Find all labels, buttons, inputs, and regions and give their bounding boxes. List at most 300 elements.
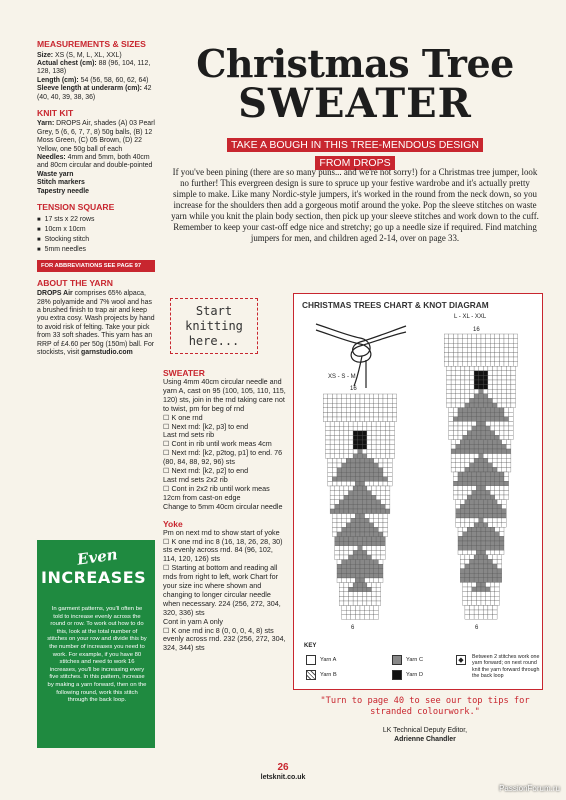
chart-cell	[458, 490, 463, 495]
chart-cell	[504, 472, 509, 477]
chart-cell	[465, 513, 470, 518]
chart-cell	[463, 472, 468, 477]
chart-cell	[381, 486, 386, 491]
chart-cell	[513, 348, 518, 353]
chart-cell	[335, 541, 340, 546]
chart-cell	[488, 444, 493, 449]
chart-cell	[374, 477, 379, 482]
chart-cell	[453, 477, 458, 482]
chart-cell	[474, 440, 479, 445]
chart-cell	[486, 339, 491, 344]
chart-cell	[453, 343, 458, 348]
chart-cell	[493, 555, 498, 560]
chart-cell	[365, 463, 370, 468]
chart-cell	[458, 352, 463, 357]
chart-cell	[378, 417, 383, 422]
chart-cell	[362, 440, 367, 445]
chart-cell	[353, 445, 358, 450]
chart-cell	[511, 371, 516, 376]
chart-cell	[488, 371, 493, 376]
chart-cell	[488, 385, 493, 390]
chart-cell	[385, 500, 390, 505]
chart-cell	[499, 426, 504, 431]
chart-cell	[337, 527, 342, 532]
chart-cell	[463, 546, 468, 551]
chart-cell	[351, 417, 356, 422]
sleeve-value: 42 (40, 40, 39, 38, 36)	[37, 85, 152, 101]
chart-cell	[374, 527, 379, 532]
chart-cell	[479, 371, 484, 376]
chart-cell	[488, 389, 493, 394]
chart-cell	[339, 596, 344, 601]
chart-cell	[474, 518, 479, 523]
chart-cell	[342, 399, 347, 404]
chart-cell	[362, 500, 367, 505]
chart-cell	[383, 481, 388, 486]
sweater-p1: Using 4mm 40cm circular needle and yarn A, cast on 95 (100, 105, 110, 115, 120) sts, join in the rnd taking care not to twist, pm for beg of rnd	[163, 377, 286, 413]
chart-cell	[367, 583, 372, 588]
chart-cell	[332, 408, 337, 413]
chart-cell	[463, 435, 468, 440]
chart-cell	[332, 463, 337, 468]
chart-cell	[511, 398, 516, 403]
chart-cell	[339, 500, 344, 505]
chart-cell	[458, 495, 463, 500]
chart-cell	[486, 431, 491, 436]
chart-cell	[460, 573, 465, 578]
step-note: Last rnd sets rib	[163, 430, 215, 440]
chart-cell	[385, 454, 390, 459]
chart-cell	[351, 394, 356, 399]
chart-cell	[509, 362, 514, 367]
chart-cell	[476, 435, 481, 440]
chart-cell	[458, 343, 463, 348]
chart-cell	[479, 398, 484, 403]
chart-cell	[328, 463, 333, 468]
chart-cell	[323, 417, 328, 422]
chart-cell	[355, 569, 360, 574]
chart-cell	[367, 592, 372, 597]
chart-cell	[385, 422, 390, 427]
chart-cell	[451, 385, 456, 390]
chart-cell	[483, 385, 488, 390]
chart-cell	[486, 408, 491, 413]
chart-cell	[344, 495, 349, 500]
chart-cell	[447, 371, 452, 376]
chart-cell	[376, 491, 381, 496]
chart-cell	[499, 536, 504, 541]
chart-cell	[337, 472, 342, 477]
chart-cell	[509, 352, 514, 357]
chart-cell	[472, 352, 477, 357]
chart-cell	[369, 458, 374, 463]
chart-cell	[360, 412, 365, 417]
chart-cell	[493, 440, 498, 445]
chart-cell	[483, 518, 488, 523]
chart-cell	[479, 610, 484, 615]
chart-cell	[342, 527, 347, 532]
chart-cell	[339, 422, 344, 427]
chart-cell	[479, 605, 484, 610]
chart-cell	[483, 504, 488, 509]
chart-cell	[328, 458, 333, 463]
chart-cell	[449, 357, 454, 362]
chart-cell	[495, 550, 500, 555]
chart-cell	[346, 472, 351, 477]
chart-cell	[383, 408, 388, 413]
chart-cell	[383, 514, 388, 519]
chart-cell	[376, 449, 381, 454]
chart-cell	[326, 440, 331, 445]
chart-cell	[476, 601, 481, 606]
chart-cell	[502, 375, 507, 380]
stitch-count-bottom-right: 6	[475, 625, 479, 631]
chart-cell	[495, 592, 500, 597]
chart-cell	[460, 394, 465, 399]
step-note: Last rnd sets 2x2 rib	[163, 474, 228, 484]
chart-cell	[342, 458, 347, 463]
chart-cell	[499, 334, 504, 339]
chart-cell	[472, 582, 477, 587]
chart-cell	[470, 458, 475, 463]
chart-cell	[493, 385, 498, 390]
chart-cell	[355, 564, 360, 569]
chart-cell	[509, 339, 514, 344]
chart-cell	[367, 601, 372, 606]
chart-cell	[344, 445, 349, 450]
chart-cell	[328, 472, 333, 477]
chart-cell	[483, 394, 488, 399]
chart-cell	[479, 366, 484, 371]
chart-cell	[349, 500, 354, 505]
chart-cell	[467, 362, 472, 367]
chart-cell	[474, 458, 479, 463]
chart-cell	[378, 578, 383, 583]
chart-cell	[456, 467, 461, 472]
chart-cell	[453, 495, 458, 500]
chart-cell	[351, 458, 356, 463]
yarn-label: Yarn:	[37, 120, 55, 128]
stitch-count-top-left: 16	[350, 386, 357, 392]
chart-cell	[326, 449, 331, 454]
chart-cell	[365, 394, 370, 399]
chart-cell	[390, 422, 395, 427]
chart-cell	[362, 537, 367, 542]
chart-cell	[388, 463, 393, 468]
chart-cell	[460, 509, 465, 514]
chart-cell	[342, 472, 347, 477]
chart-cell	[493, 371, 498, 376]
chart-cell	[381, 509, 386, 514]
chart-cell	[344, 435, 349, 440]
chart-cell	[358, 491, 363, 496]
chart-cell	[486, 472, 491, 477]
chart-cell	[493, 509, 498, 514]
chart-cell	[372, 431, 377, 436]
chart-cell	[349, 435, 354, 440]
chart-cell	[365, 417, 370, 422]
chart-cell	[374, 399, 379, 404]
chart-cell	[474, 569, 479, 574]
chart-cell	[463, 477, 468, 482]
chart-cell	[470, 385, 475, 390]
chart-cell	[378, 403, 383, 408]
chart-cell	[367, 550, 372, 555]
chart-cell	[381, 454, 386, 459]
chart-cell	[330, 449, 335, 454]
chart-cell	[374, 417, 379, 422]
chart-cell	[390, 445, 395, 450]
chart-cell	[479, 518, 484, 523]
subtitle-text: TAKE A BOUGH IN THIS TREE-MENDOUS DESIGN FROM DROPS	[227, 138, 483, 170]
chart-cell	[458, 408, 463, 413]
chart-cell	[365, 472, 370, 477]
chart-cell	[493, 375, 498, 380]
key-increase-symbol	[456, 655, 466, 665]
chart-cell	[493, 398, 498, 403]
chart-cell	[467, 587, 472, 592]
chart-cell	[444, 343, 449, 348]
chart-cell	[486, 490, 491, 495]
chart-cell	[378, 514, 383, 519]
chart-cell	[360, 606, 365, 611]
chart-cell	[337, 578, 342, 583]
chart-cell	[497, 463, 502, 468]
chart-cell	[504, 362, 509, 367]
chart-cell	[374, 606, 379, 611]
chart-cell	[349, 445, 354, 450]
chart-cell	[488, 366, 493, 371]
chart-cell	[449, 408, 454, 413]
chart-cell	[383, 518, 388, 523]
chart-cell	[495, 417, 500, 422]
chart-cell	[493, 518, 498, 523]
chart-cell	[458, 431, 463, 436]
chart-cell	[458, 362, 463, 367]
chart-cell	[495, 601, 500, 606]
chart-cell	[453, 481, 458, 486]
chart-cell	[481, 352, 486, 357]
chart-cell	[355, 408, 360, 413]
chart-cell	[493, 569, 498, 574]
chart-cell	[362, 587, 367, 592]
chart-cell	[323, 403, 328, 408]
chart-cell	[355, 463, 360, 468]
chart-cell	[481, 435, 486, 440]
chart-cell	[376, 504, 381, 509]
chart-cell	[483, 569, 488, 574]
chart-cell	[483, 610, 488, 615]
chart-cell	[374, 514, 379, 519]
chart-cell	[493, 458, 498, 463]
chart-cell	[335, 422, 340, 427]
chart-cell	[392, 399, 397, 404]
chart-cell	[467, 481, 472, 486]
chart-cell	[453, 490, 458, 495]
chart-cell	[365, 477, 370, 482]
chart-cell	[367, 435, 372, 440]
chart-cell	[481, 348, 486, 353]
chart-cell	[470, 513, 475, 518]
chart-cell	[476, 490, 481, 495]
chart-cell	[474, 449, 479, 454]
chart-cell	[476, 541, 481, 546]
chart-cell	[351, 481, 356, 486]
chart-cell	[463, 357, 468, 362]
chart-cell	[351, 514, 356, 519]
chart-cell	[463, 532, 468, 537]
chart-cell	[470, 403, 475, 408]
chart-cell	[346, 463, 351, 468]
chart-cell	[453, 417, 458, 422]
chart-cell	[509, 421, 514, 426]
chart-cell	[504, 477, 509, 482]
chart-cell	[460, 500, 465, 505]
chart-cell	[330, 495, 335, 500]
chart-cell	[486, 334, 491, 339]
chart-cell	[476, 417, 481, 422]
chart-cell	[369, 403, 374, 408]
chart-cell	[490, 546, 495, 551]
chart-cell	[470, 500, 475, 505]
chart-cell	[465, 559, 470, 564]
stockist-link[interactable]: garnstudio.com	[81, 348, 133, 356]
chart-cell	[483, 523, 488, 528]
chart-cell	[488, 523, 493, 528]
chart-cell	[504, 486, 509, 491]
swatch-yarn-c	[392, 655, 402, 665]
tension-item: ■ Stocking stitch	[37, 235, 155, 245]
chart-cell	[463, 582, 468, 587]
chart-cell	[465, 371, 470, 376]
chart-cell	[447, 394, 452, 399]
chart-cell	[349, 440, 354, 445]
chart-cell	[476, 546, 481, 551]
chart-cell	[481, 357, 486, 362]
chart-cell	[481, 546, 486, 551]
chart-cell	[497, 500, 502, 505]
key-yarn-d	[392, 670, 423, 680]
chart-cell	[488, 559, 493, 564]
chart-cell	[376, 541, 381, 546]
chart-cell	[474, 573, 479, 578]
chart-cell	[360, 468, 365, 473]
chart-cell	[355, 403, 360, 408]
chart-cell	[372, 592, 377, 597]
chart-cell	[486, 587, 491, 592]
chart-cell	[346, 606, 351, 611]
chart-cell	[392, 417, 397, 422]
chart-cell	[385, 504, 390, 509]
chart-cell	[465, 615, 470, 620]
chart-cell	[326, 454, 331, 459]
chart-cell	[458, 334, 463, 339]
length-value: 54 (56, 58, 60, 62, 64)	[78, 76, 149, 84]
chart-cell	[372, 500, 377, 505]
chart-cell	[376, 422, 381, 427]
chart-cell	[337, 412, 342, 417]
chart-cell	[472, 334, 477, 339]
chart-cell	[488, 573, 493, 578]
chart-cell	[481, 421, 486, 426]
chart-cell	[502, 444, 507, 449]
chart-cell	[467, 550, 472, 555]
chart-cell	[474, 398, 479, 403]
chart-cell	[509, 431, 514, 436]
chart-cell	[472, 339, 477, 344]
chart-cell	[470, 610, 475, 615]
chart-cell	[328, 403, 333, 408]
chart-cell	[372, 596, 377, 601]
chart-cell	[479, 513, 484, 518]
chart-cell	[449, 352, 454, 357]
chart-cell	[474, 555, 479, 560]
chart-cell	[355, 399, 360, 404]
chart-cell	[372, 587, 377, 592]
chart-cell	[456, 458, 461, 463]
chart-cell	[490, 596, 495, 601]
chart-cell	[451, 375, 456, 380]
kit-tapestry-needle: Tapestry needle	[37, 187, 89, 195]
chart-cell	[362, 504, 367, 509]
chart-cell	[472, 587, 477, 592]
chart-cell	[467, 435, 472, 440]
chart-cell	[346, 564, 351, 569]
chart-cell	[372, 440, 377, 445]
chart-cell	[339, 541, 344, 546]
chart-cell	[476, 596, 481, 601]
chart-cell	[493, 403, 498, 408]
chart-cell	[495, 348, 500, 353]
sweater-heading: SWEATER	[163, 368, 205, 378]
chart-cell	[346, 578, 351, 583]
chart-cell	[339, 426, 344, 431]
chart-cell	[463, 592, 468, 597]
chart-cell	[458, 435, 463, 440]
chart-cell	[472, 412, 477, 417]
step: ☐ Cont in 2x2 rib until work meas 12cm from cast-on edge	[163, 485, 287, 503]
measurements-heading: MEASUREMENTS & SIZES	[37, 39, 146, 49]
chart-cell	[381, 555, 386, 560]
step: ☐ K one rnd inc 8 (0, 0, 0, 4, 8) sts evenly across rnd. 232 (256, 272, 304, 324, 344) sts	[163, 627, 287, 654]
chart-cell	[349, 546, 354, 551]
step: ☐ Next rnd: [k2, p2tog, p1] to end. 76 (80, 84, 88, 92, 96) sts	[163, 449, 287, 467]
chart-cell	[337, 394, 342, 399]
chart-cell	[472, 490, 477, 495]
site-footer[interactable]: letsknit.co.uk	[260, 774, 306, 781]
chart-cell	[378, 532, 383, 537]
chart-cell	[374, 573, 379, 578]
chart-cell	[349, 422, 354, 427]
pull-quote: "Turn to page 40 to see our top tips for stranded colourwork."	[320, 696, 530, 717]
chart-cell	[463, 408, 468, 413]
chart-cell	[449, 339, 454, 344]
chart-cell	[351, 560, 356, 565]
knit-kit-text	[37, 120, 155, 196]
yoke-heading: Yoke	[163, 518, 183, 529]
chart-cell	[495, 472, 500, 477]
chart-cell	[355, 573, 360, 578]
chart-cell	[470, 509, 475, 514]
chart-cell	[502, 394, 507, 399]
chart-cell	[332, 394, 337, 399]
chart-cell	[470, 555, 475, 560]
chart-cell	[488, 513, 493, 518]
chart-cell	[465, 403, 470, 408]
chart-cell	[463, 417, 468, 422]
chart-cell	[493, 467, 498, 472]
chart-cell	[339, 509, 344, 514]
